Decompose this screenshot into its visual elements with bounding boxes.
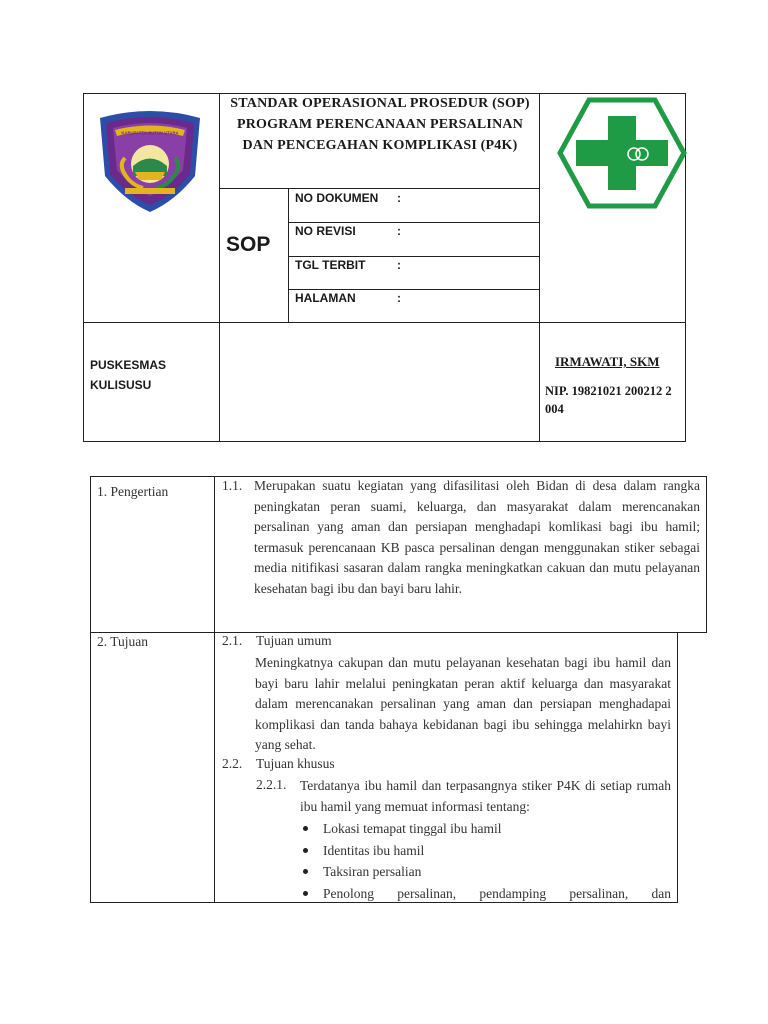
meta-colon: : [397,191,401,205]
tujuan-umum-text: Meningkatnya cakupan dan mutu pelayanan kesehatan bagi ibu hamil dan bayi baru lahir melalui peningkatan peran aktif keluarga dan masyarakat dalam merencanakan persalinan yang aman dan persiapan menghadapai komplikasi dan tanda bahaya kebidanan bagi ibu sehingga melahirkn bayi yang sehat. [255,655,671,752]
sop-label: SOP [226,233,271,256]
info-list [299,818,671,904]
meta-colon: : [397,224,401,238]
meta-label-halaman: HALAMAN [295,291,356,305]
list-item: Penolong persalinan, pendamping persalinan, dan [299,883,671,905]
puskesmas-logo [556,94,688,214]
item-number: 2.2. [222,756,243,771]
item-number: 2.1. [222,633,243,648]
svg-text:KABUPATEN BUTON UTARA: KABUPATEN BUTON UTARA [121,130,179,136]
pengertian-text: Merupakan suatu kegiatan yang difasilitasi oleh Bidan di desa dalam rangka peningkatan peran suami, keluarga, dan masyarakat dalam merencanakan persalinan yang aman dan persiapan menghadapi komlikasi bagi ibu hamil; termasuk perencanaan KB pasca persalinan dengan menggunakan stiker sebagai media nitifikasi sasaran dalam rangka meningkatkan cakuan dan mutu pelayanan kesehatan bagi ibu dan bayi baru lahir. [254,478,700,596]
tujuan-umum-title: Tujuan umum [256,633,332,648]
signer-name: IRMAWATI, SKM [555,354,660,369]
sub-item-number: 2.2.1. [256,777,287,792]
tujuan-khusus-sub-text: Terdatanya ibu hamil dan terpasangnya stiker P4K di setiap rumah ibu hamil yang memuat informasi tentang: [300,778,671,814]
tujuan-khusus-title: Tujuan khusus [256,756,335,771]
meta-label-tgl-terbit: TGL TERBIT [295,258,366,272]
list-item: Identitas ibu hamil [299,840,671,862]
organization-name [90,355,210,395]
item-number: 1.1. [222,478,243,493]
meta-colon: : [397,291,401,305]
regency-logo [95,106,205,216]
section-label-tujuan: 2. Tujuan [97,634,149,649]
list-item: Lokasi temapat tinggal ibu hamil [299,818,671,840]
signer-nip: NIP. 19821021 200212 2 004 [545,384,672,416]
section-label-pengertian: 1. Pengertian [97,484,169,499]
meta-label-no-dokumen: NO DOKUMEN [295,191,379,205]
meta-label-no-revisi: NO REVISI [295,224,356,238]
organization-line-2: KULISUSU [90,378,152,392]
list-item: Taksiran persalian [299,861,671,883]
organization-line-1: PUSKESMAS [90,358,167,372]
document-title: STANDAR OPERASIONAL PROSEDUR (SOP) PROGRAM PERENCANAAN PERSALINAN DAN PENCEGAHAN KOMPLIKASI (P4K) [230,96,530,153]
meta-colon: : [397,258,401,272]
